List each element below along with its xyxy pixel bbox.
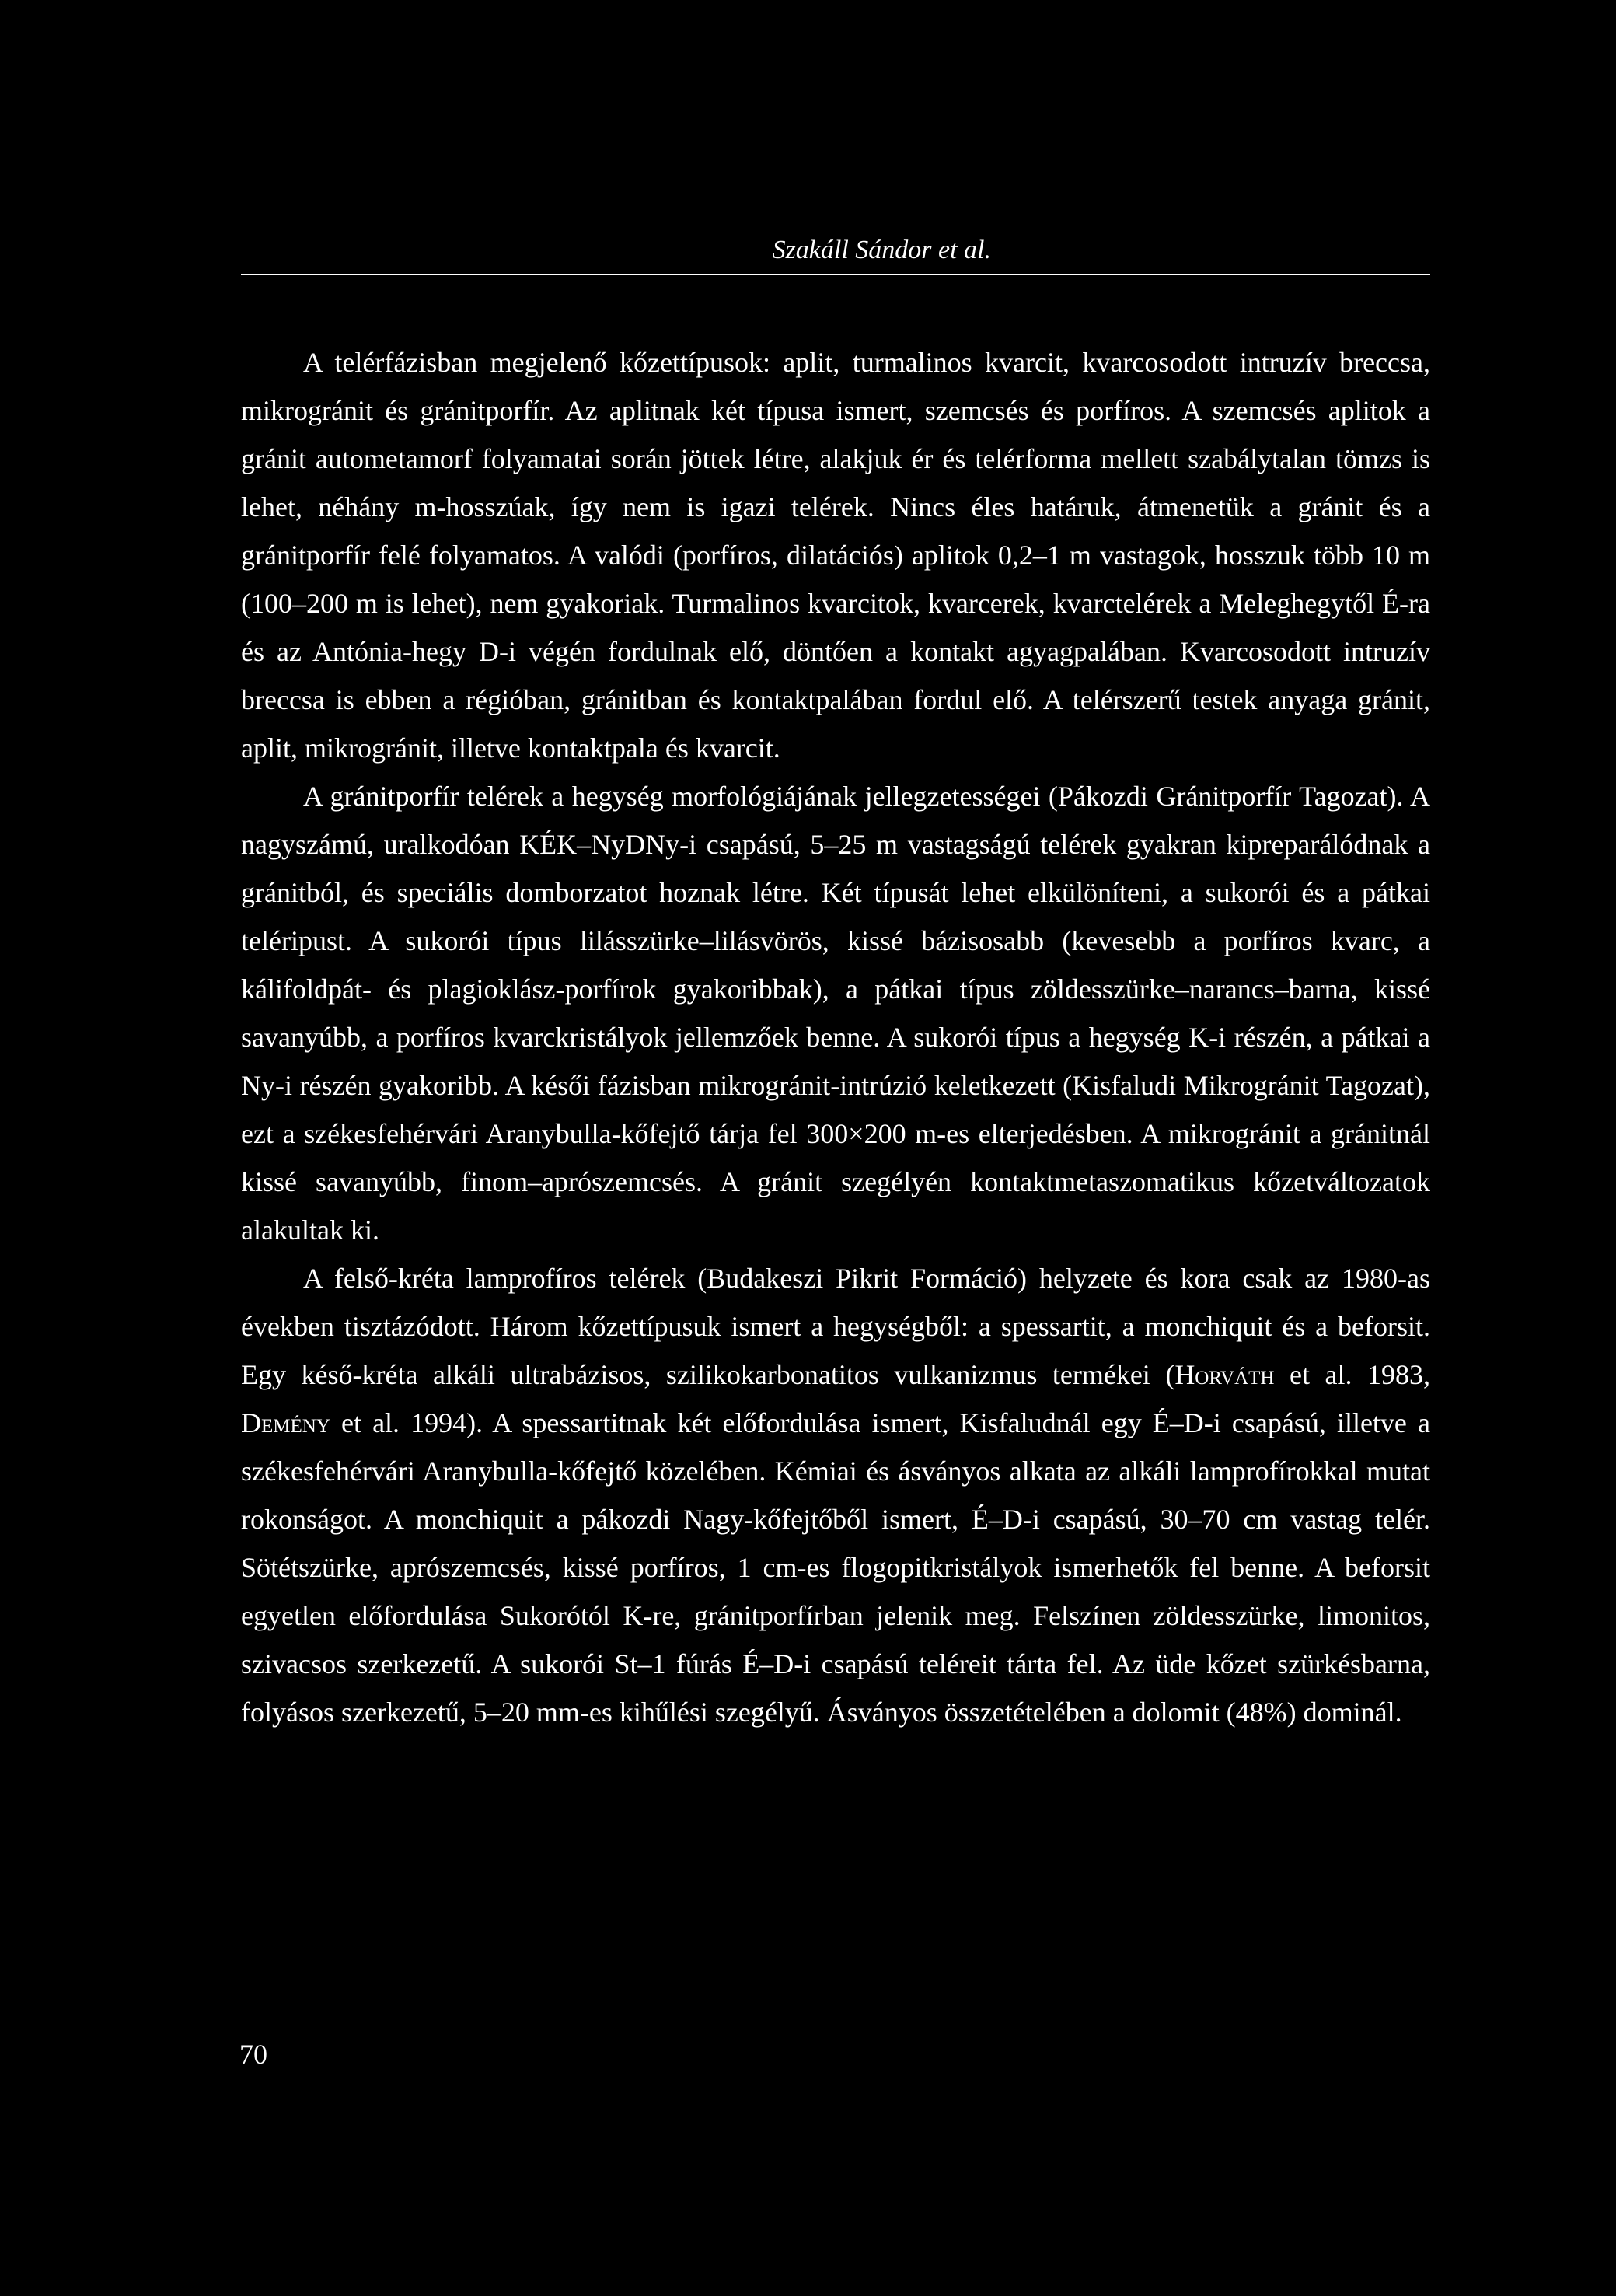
paragraph-3-text-mid: et al. 1983, — [1274, 1359, 1431, 1390]
citation-author-demeny: Demény — [241, 1407, 330, 1438]
paragraph-3-text-before: A felső-kréta lamprofíros telérek (Budakeszi Pikrit Formáció) helyzete és kora csak az 1980-as években tisztázódott. Három kőzettípusuk ismert a hegységből: a spessartit, a monchiquit és a beforsit. Egy késő-kréta alkáli ultrabázisos, szilikokarbonatitos vulkanizmus termékei ( — [241, 1263, 1430, 1390]
running-head: Szakáll Sándor et al. — [772, 236, 991, 264]
paragraph-1: A telérfázisban megjelenő kőzettípusok: aplit, turmalinos kvarcit, kvarcosodott intruzív breccsa, mikrogránit és gránitporfír. Az aplitnak két típusa ismert, szemcsés és porfíros. A szemcsés aplitok a gránit autometamorf folyamatai során jöttek létre, alakjuk ér és telérforma mellett szabálytalan tömzs is lehet, néhány m-hosszúak, így nem is igazi telérek. Nincs éles határuk, átmenetük a gránit és a gránitporfír felé folyamatos. A valódi (porfíros, dilatációs) aplitok 0,2–1 m vastagok, hosszuk több 10 m (100–200 m is lehet), nem gyakoriak. Turmalinos kvarcitok, kvarcerek, kvarctelérek a Meleghegytől É-ra és az Antónia-hegy D-i végén fordulnak elő, döntően a kontakt agyagpalában. Kvarcosodott intruzív breccsa is ebben a régióban, gránitban és kontaktpalában fordul elő. A telérszerű testek anyaga gránit, aplit, mikrogránit, illetve kontaktpala és kvarcit. — [241, 347, 1430, 764]
page-number: 70 — [239, 2039, 267, 2070]
page-header — [241, 233, 1430, 275]
paragraph-3-text-after: et al. 1994). A spessartitnak két előfordulása ismert, Kisfaludnál egy É–D-i csapású, illetve a székesfehérvári Aranybulla-kőfejtő közelében. Kémiai és ásványos alkata az alkáli lamprofírokkal mutat rokonságot. A monchiquit a pákozdi Nagy-kőfejtőből ismert, É–D-i csapású, 30–70 cm vastag telér. Sötétszürke, aprószemcsés, kissé porfíros, 1 cm-es flogopitkristályok ismerhetők fel benne. A beforsit egyetlen előfordulása Sukorótól K-re, gránitporfírban jelenik meg. Felszínen zöldesszürke, limonitos, szivacsos szerkezetű. A sukorói St–1 fúrás É–D-i csapású teléreit tárta fel. Az üde kőzet szürkésbarna, folyásos szerkezetű, 5–20 mm-es kihűlési szegélyű. Ásványos összetételében a dolomit (48%) dominál. — [241, 1407, 1430, 1728]
citation-author-horvath: Horváth — [1174, 1359, 1275, 1390]
body-text — [241, 338, 1430, 1736]
paragraph-3 — [241, 1254, 1430, 1736]
paragraph-2: A gránitporfír telérek a hegység morfológiájának jellegzetességei (Pákozdi Gránitporfír Tagozat). A nagyszámú, uralkodóan KÉK–NyDNy-i csapású, 5–25 m vastagságú telérek gyakran kipreparálódnak a gránitból, és speciális domborzatot hoznak létre. Két típusát lehet elkülöníteni, a sukorói és a pátkai teléripust. A sukorói típus lilásszürke–lilásvörös, kissé bázisosabb (kevesebb a porfíros kvarc, a kálifoldpát- és plagioklász-porfírok gyakoribbak), a pátkai típus zöldesszürke–narancs–barna, kissé savanyúbb, a porfíros kvarckristályok jellemzőek benne. A sukorói típus a hegység K-i részén, a pátkai a Ny-i részén gyakoribb. A késői fázisban mikrogránit-intrúzió keletkezett (Kisfaludi Mikrogránit Tagozat), ezt a székesfehérvári Aranybulla-kőfejtő tárja fel 300×200 m-es elterjedésben. A mikrogránit a gránitnál kissé savanyúbb, finom–aprószemcsés. A gránit szegélyén kontaktmetaszomatikus kőzetváltozatok alakultak ki. — [241, 781, 1430, 1246]
